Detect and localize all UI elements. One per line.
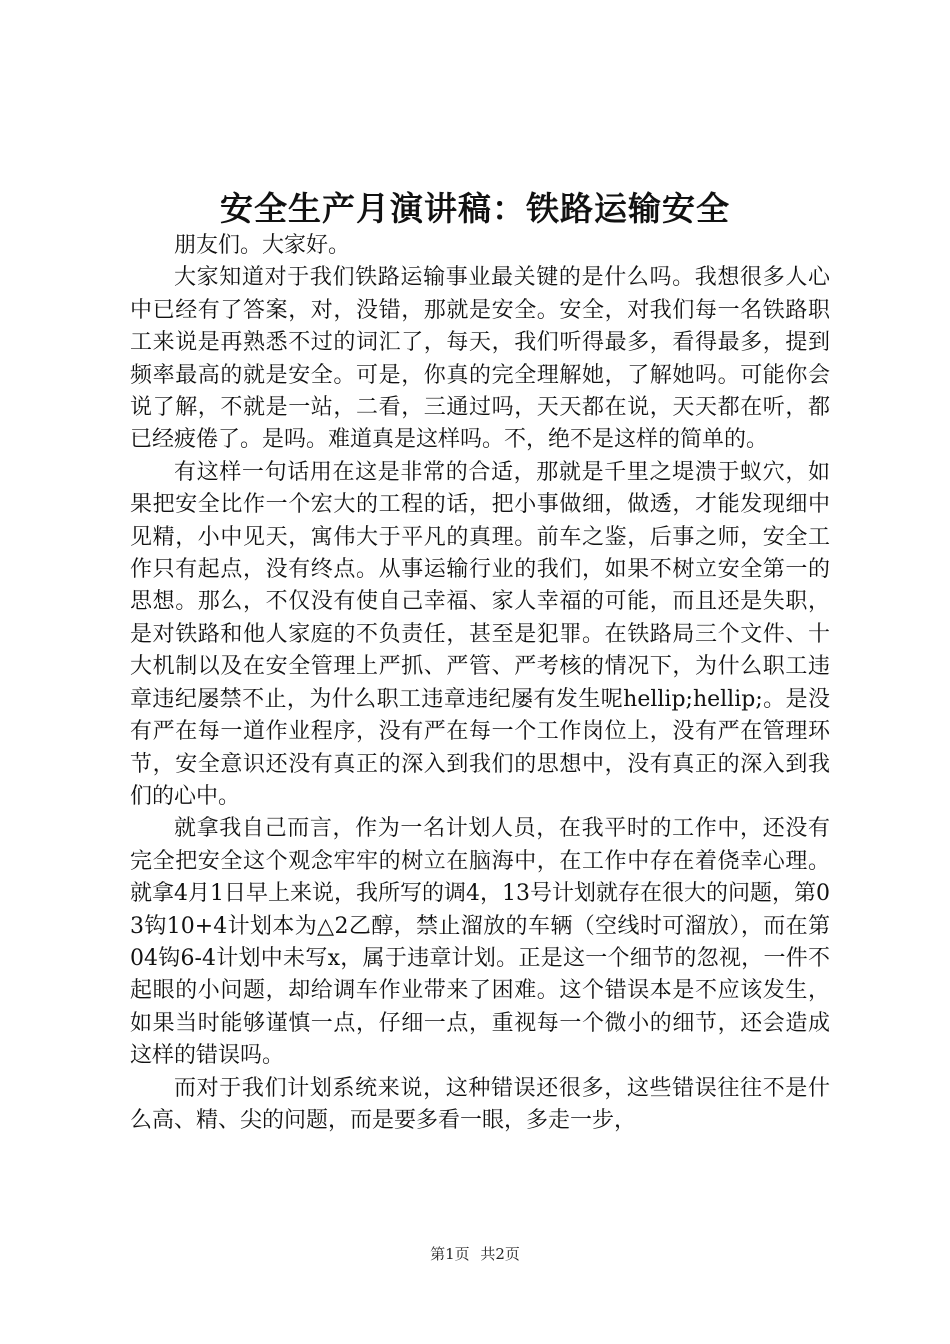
paragraph-4: 而对于我们计划系统来说，这种错误还很多，这些错误往往不是什么高、精、尖的问题，而是要多看一眼，多走一步，	[130, 1075, 830, 1133]
document-title: 安全生产月演讲稿：铁路运输安全	[220, 189, 730, 228]
page-footer	[0, 1244, 950, 1264]
document-body	[130, 230, 830, 1137]
paragraph-2: 有这样一句话用在这是非常的合适，那就是千里之堤溃于蚁穴，如果把安全比作一个宏大的工程的话，把小事做细，做透，才能发现细中见精，小中见天，寓伟大于平凡的真理。前车之鉴，后事之师，安全工作只有起点，没有终点。从事运输行业的我们，如果不树立安全第一的思想。那么，不仅没有使自己幸福、家人幸福的可能，而且还是失职，是对铁路和他人家庭的不负责任，甚至是犯罪。在铁路局三个文件、十大机制以及在安全管理上严抓、严管、严考核的情况下，为什么职工违章违纪屡禁不止，为什么职工违章违纪屡有发生呢hellip;hellip;。是没有严在每一道作业程序，没有严在每一个工作岗位上，没有严在管理环节，安全意识还没有真正的深入到我们的思想中，没有真正的深入到我们的心中。	[130, 459, 830, 809]
page-number: 第1页	[430, 1245, 470, 1263]
paragraph-greeting: 朋友们。大家好。	[174, 233, 351, 258]
paragraph-3: 就拿我自己而言，作为一名计划人员，在我平时的工作中，还没有完全把安全这个观念牢牢的树立在脑海中，在工作中存在着侥幸心理。就拿4月1日早上来说，我所写的调4，13号计划就存在很大的问题，第03钩10+4计划本为△2乙醇，禁止溜放的车辆（空线时可溜放），而在第04钩6-4计划中未写x，属于违章计划。正是这一个细节的忽视，一件不起眼的小问题，却给调车作业带来了困难。这个错误本是不应该发生，如果当时能够谨慎一点，仔细一点，重视每一个微小的细节，还会造成这样的错误吗。	[130, 816, 830, 1069]
page-total: 共2页	[480, 1245, 520, 1263]
paragraph-1: 大家知道对于我们铁路运输事业最关键的是什么吗。我想很多人心中已经有了答案，对，没错，那就是安全。安全，对我们每一名铁路职工来说是再熟悉不过的词汇了，每天，我们听得最多，看得最多，提到频率最高的就是安全。可是，你真的完全理解她，了解她吗。可能你会说了解，不就是一站，二看，三通过吗，天天都在说，天天都在听，都已经疲倦了。是吗。难道真是这样吗。不，绝不是这样的简单的。	[130, 265, 830, 453]
